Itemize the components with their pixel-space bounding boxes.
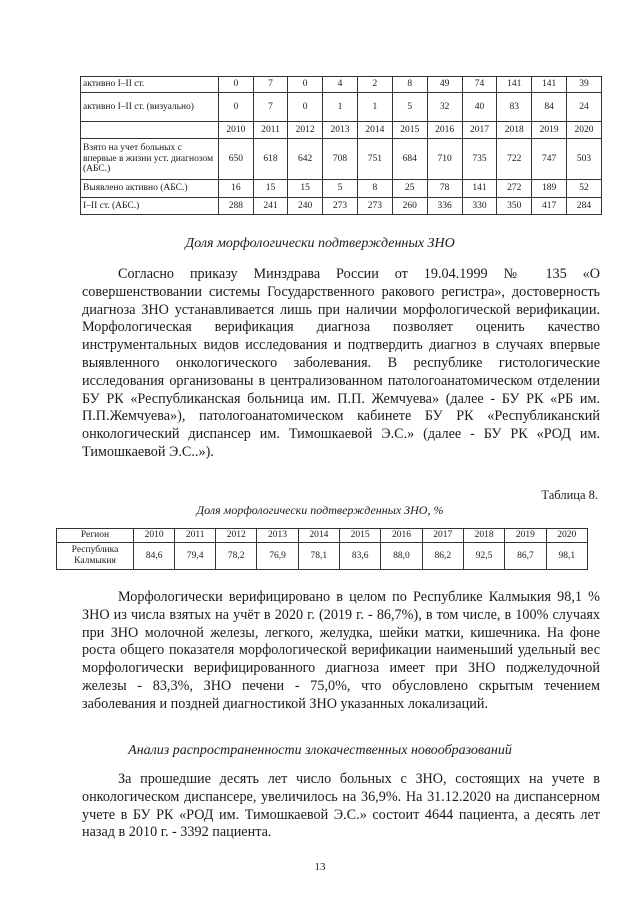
table-caption: Доля морфологически подтвержденных ЗНО, % (196, 503, 444, 517)
table-cell: 2020 (567, 122, 602, 139)
table-row (81, 93, 602, 122)
top-statistics-table (80, 76, 602, 215)
table-cell: 240 (288, 198, 323, 215)
table-cell-value: 86,7 (505, 543, 546, 570)
table-cell: 747 (532, 139, 567, 180)
table-cell: 5 (323, 180, 358, 198)
table-row-label: активно I–II ст. (81, 77, 219, 93)
table-cell: 7 (253, 77, 287, 93)
table-cell: 284 (567, 198, 602, 215)
table-cell: 0 (288, 77, 323, 93)
table-cell: 8 (392, 77, 427, 93)
table-cell-value: 79,4 (175, 543, 216, 570)
table-cell-value: 98,1 (546, 543, 587, 570)
table-row-label: Взято на учет больных с впервые в жизни уст. диагнозом (АБС.) (81, 139, 219, 180)
table-cell-value: 88,0 (381, 543, 422, 570)
table-cell: 1 (357, 93, 392, 122)
table-cell: 8 (357, 180, 392, 198)
table-cell: 2015 (392, 122, 427, 139)
table-cell: 273 (323, 198, 358, 215)
table-cell: 2017 (462, 122, 497, 139)
table-header-year: 2012 (216, 529, 257, 543)
table-cell: 0 (219, 77, 254, 93)
morphology-table (56, 528, 588, 570)
table-cell: 684 (392, 139, 427, 180)
table-header-region: Регион (57, 529, 134, 543)
table-header-year: 2018 (463, 529, 504, 543)
table-cell: 1 (323, 93, 358, 122)
table-row (81, 77, 602, 93)
table-cell: 241 (253, 198, 287, 215)
table-header-year: 2020 (546, 529, 587, 543)
table-cell: 618 (253, 139, 287, 180)
table-cell-value: 78,2 (216, 543, 257, 570)
table-header-year: 2010 (134, 529, 175, 543)
paragraph-morphology-results: Морфологически верифицировано в целом по Республике Калмыкия 98,1 % ЗНО из числа взятых на учёт в 2020 г. (2019 г. - 86,7%), в том числе, в 100% случаях при ЗНО молочной железы, легкого, желудка, шейки матки, кишечника. На фоне роста общего показателя морфологической верификации наименьший удельный вес морфологически верифицированного диагноза имеет при ЗНО поджелудочной железы - 83,3%, ЗНО печени - 75,0%, что обусловлено скрытым течением заболевания и поздней диагностикой ЗНО указанных локализаций. (82, 589, 600, 712)
table-cell: 49 (427, 77, 462, 93)
table-cell: 52 (567, 180, 602, 198)
table-row (81, 139, 602, 180)
table-row (81, 180, 602, 198)
table-cell: 417 (532, 198, 567, 215)
table-cell: 2012 (288, 122, 323, 139)
table-cell: 260 (392, 198, 427, 215)
paragraph-prevalence: За прошедшие десять лет число больных с ЗНО, состоящих на учете в онкологическом диспансере, увеличилось на 36,9%. На 31.12.2020 на диспансерном учете в БУ РК «РОД им. Тимошкаевой Э.С.» состоит 4644 пациента, а десять лет назад в 2010 г. - 3392 пациента. (82, 771, 600, 841)
table-row-label (81, 122, 219, 139)
table-cell: 15 (253, 180, 287, 198)
table-header-year: 2015 (339, 529, 380, 543)
table-cell: 40 (462, 93, 497, 122)
table-header-year: 2013 (257, 529, 298, 543)
table-cell: 0 (288, 93, 323, 122)
table-cell: 4 (323, 77, 358, 93)
table-cell: 141 (497, 77, 532, 93)
table-cell: 74 (462, 77, 497, 93)
table-cell-value: 76,9 (257, 543, 298, 570)
table-cell: 2013 (323, 122, 358, 139)
table-cell: 710 (427, 139, 462, 180)
paragraph-morphology-intro: Согласно приказу Минздрава России от 19.04.1999 № 135 «О совершенствовании системы Государственного ракового регистра», достоверность диагноза ЗНО устанавливается лишь при наличии морфологической верификации. Морфологическая верификация диагноза позволяет оценить качество инструментальных видов исследования и подтвердить диагноз в случаях впервые выявленного онкологического заболевания. В республике гистологические исследования организованы в централизованном патологоанатомическом отделении БУ РК «Республиканская больница им. П.П. Жемчуева» (далее - БУ РК «РБ им. П.П.Жемчуева»), патологоанатомическом кабинете БУ РК «Республиканский онкологический диспансер им. Тимошкаевой Э.С.» (далее - БУ РК «РОД им. Тимошкаевой Э.С..»). (82, 266, 600, 460)
table-number: Таблица 8. (541, 488, 598, 502)
table-row (81, 198, 602, 215)
table-header-year: 2019 (505, 529, 546, 543)
table-cell: 141 (532, 77, 567, 93)
table-cell: 2014 (357, 122, 392, 139)
table-cell-value: 83,6 (339, 543, 380, 570)
table-cell: 2010 (219, 122, 254, 139)
table-cell: 84 (532, 93, 567, 122)
table-cell: 273 (357, 198, 392, 215)
table-cell: 141 (462, 180, 497, 198)
table-cell: 722 (497, 139, 532, 180)
table-cell: 2016 (427, 122, 462, 139)
table-cell-region: Республика Калмыкия (57, 543, 134, 570)
table-cell: 189 (532, 180, 567, 198)
table-cell: 83 (497, 93, 532, 122)
table-row-label: активно I–II ст. (визуально) (81, 93, 219, 122)
table-header-year: 2011 (175, 529, 216, 543)
table-cell: 708 (323, 139, 358, 180)
table-cell: 330 (462, 198, 497, 215)
table-cell: 735 (462, 139, 497, 180)
table-cell: 503 (567, 139, 602, 180)
table-cell: 2018 (497, 122, 532, 139)
table-cell: 78 (427, 180, 462, 198)
table-cell: 650 (219, 139, 254, 180)
table-cell: 288 (219, 198, 254, 215)
table-cell: 25 (392, 180, 427, 198)
table-cell: 39 (567, 77, 602, 93)
table-cell-value: 92,5 (463, 543, 504, 570)
table-row (81, 122, 602, 139)
table-header-year: 2016 (381, 529, 422, 543)
table-cell: 5 (392, 93, 427, 122)
table-cell: 0 (219, 93, 254, 122)
table-cell-value: 78,1 (298, 543, 339, 570)
table-header-year: 2014 (298, 529, 339, 543)
table-row-label: Выявлено активно (АБС.) (81, 180, 219, 198)
table-cell: 751 (357, 139, 392, 180)
table-cell: 642 (288, 139, 323, 180)
table-cell: 2019 (532, 122, 567, 139)
table-cell-value: 86,2 (422, 543, 463, 570)
section-heading-prevalence: Анализ распространенности злокачественных новообразований (128, 743, 512, 758)
table-cell: 32 (427, 93, 462, 122)
table-cell: 350 (497, 198, 532, 215)
table-cell: 24 (567, 93, 602, 122)
section-heading-morphology: Доля морфологически подтвержденных ЗНО (185, 236, 455, 251)
table-cell: 16 (219, 180, 254, 198)
table-cell: 7 (253, 93, 287, 122)
table-cell: 2 (357, 77, 392, 93)
table-cell: 272 (497, 180, 532, 198)
table-cell: 15 (288, 180, 323, 198)
table-row-label: I–II ст. (АБС.) (81, 198, 219, 215)
table-cell-value: 84,6 (134, 543, 175, 570)
table-header-year: 2017 (422, 529, 463, 543)
table-cell: 336 (427, 198, 462, 215)
table-cell: 2011 (253, 122, 287, 139)
page-number: 13 (314, 861, 326, 873)
